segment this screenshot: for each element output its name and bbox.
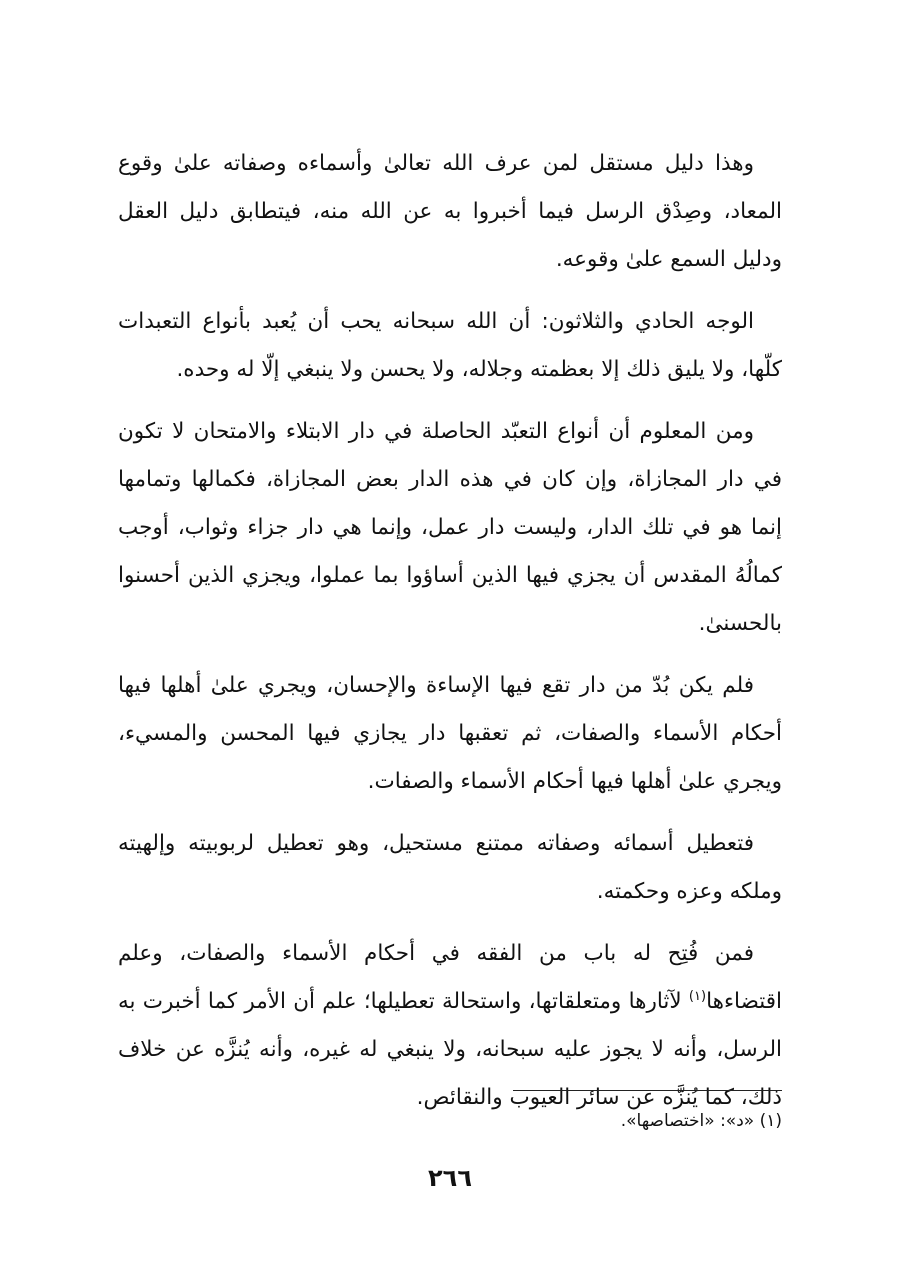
paragraph-6-text-end: لآثارها ومتعلقاتها، واستحالة تعطيلها؛ علم أن الأمر كما أخبرت به الرسل، وأنه لا يجوز عليه سبحانه، ولا ينبغي له غيره، وأنه يُنزَّه عن خلاف ذلك، كما يُنزَّه عن سائر العيوب والنقائص. [118,989,782,1110]
paragraph-4: فلم يكن بُدّ من دار تقع فيها الإساءة والإحسان، ويجري علىٰ أهلها فيها أحكام الأسماء والصفات، ثم تعقبها دار يجازي فيها المحسن والمسيء، ويجري علىٰ أهلها فيها أحكام الأسماء والصفات. [118,673,782,794]
footnote: (١) «د»: «اختصاصها». [620,1111,782,1131]
paragraph-6-text-start: فمن فُتِح له باب من الفقه في أحكام الأسماء والصفات، وعلم اقتضاءها [118,941,782,1014]
paragraph-6 [118,930,782,1122]
page-number: ٢٦٦ [428,1164,472,1192]
main-text [118,140,782,1136]
paragraph-5: فتعطيل أسمائه وصفاته ممتنع مستحيل، وهو تعطيل لربوبيته وإلهيته وملكه وعزه وحكمته. [118,831,782,904]
footnote-reference-mark: (١) [688,988,707,1004]
paragraph-1: وهذا دليل مستقل لمن عرف الله تعالىٰ وأسماءه وصفاته علىٰ وقوع المعاد، وصِدْق الرسل فيما أخبروا به عن الله منه، فيتطابق دليل العقل ودليل السمع علىٰ وقوعه. [118,151,782,272]
paragraph-3: ومن المعلوم أن أنواع التعبّد الحاصلة في دار الابتلاء والامتحان لا تكون في دار المجازاة، وإن كان في هذه الدار بعض المجازاة، فكمالها وتمامها إنما هو في تلك الدار، وليست دار عمل، وإنما هي دار جزاء وثواب، أوجب كمالُهُ المقدس أن يجزي فيها الذين أساؤوا بما عملوا، ويجزي الذين أحسنوا بالحسنىٰ. [118,419,782,636]
paragraph-2: الوجه الحادي والثلاثون: أن الله سبحانه يحب أن يُعبد بأنواع التعبدات كلّها، ولا يليق ذلك إلا بعظمته وجلاله، ولا يحسن ولا ينبغي إلّا له وحده. [118,309,782,382]
footnote-separator [513,1090,782,1091]
